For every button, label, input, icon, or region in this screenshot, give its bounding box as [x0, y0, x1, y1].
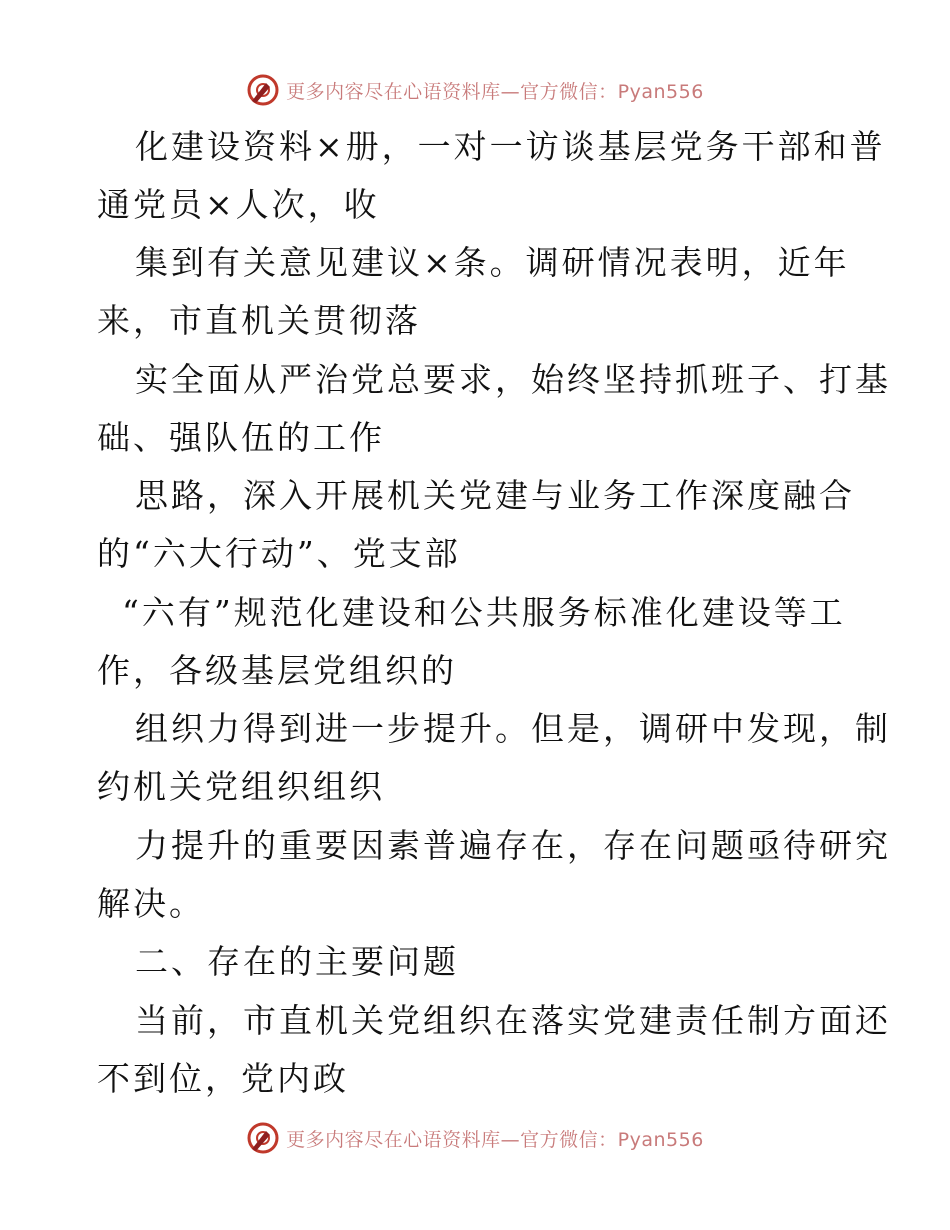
body-line-12: 约机关党组织组织	[97, 767, 385, 806]
body-line-1: 化建设资料×册，一对一访谈基层党务干部和普	[135, 127, 886, 166]
body-line-4: 来，市直机关贯彻落	[97, 301, 421, 340]
body-line-6: 础、强队伍的工作	[97, 418, 385, 457]
body-line-11: 组织力得到进一步提升。但是，调研中发现，制	[135, 709, 891, 748]
header-watermark-banner	[0, 70, 950, 110]
logo-icon	[246, 1121, 280, 1155]
body-line-16: 当前，市直机关党组织在落实党建责任制方面还	[135, 1001, 891, 1040]
body-line-9: “六有”规范化建设和公共服务标准化建设等工	[122, 593, 846, 632]
body-line-7: 思路，深入开展机关党建与业务工作深度融合	[135, 476, 855, 515]
body-line-14: 解决。	[97, 884, 205, 923]
footer-watermark-banner	[0, 1118, 950, 1158]
header-banner-text: 更多内容尽在心语资料库—官方微信：Pyan556	[286, 80, 704, 103]
body-line-5: 实全面从严治党总要求，始终坚持抓班子、打基	[135, 360, 891, 399]
logo-icon	[246, 73, 280, 107]
body-line-13: 力提升的重要因素普遍存在，存在问题亟待研究	[135, 826, 891, 865]
body-line-17: 不到位，党内政	[97, 1059, 349, 1098]
body-line-8: 的“六大行动”、党支部	[97, 534, 461, 573]
section-heading: 二、存在的主要问题	[135, 942, 459, 981]
body-line-10: 作，各级基层党组织的	[97, 651, 457, 690]
body-line-2: 通党员×人次，收	[97, 185, 380, 224]
footer-banner-text: 更多内容尽在心语资料库—官方微信：Pyan556	[286, 1128, 704, 1151]
body-line-3: 集到有关意见建议×条。调研情况表明，近年	[135, 243, 850, 282]
